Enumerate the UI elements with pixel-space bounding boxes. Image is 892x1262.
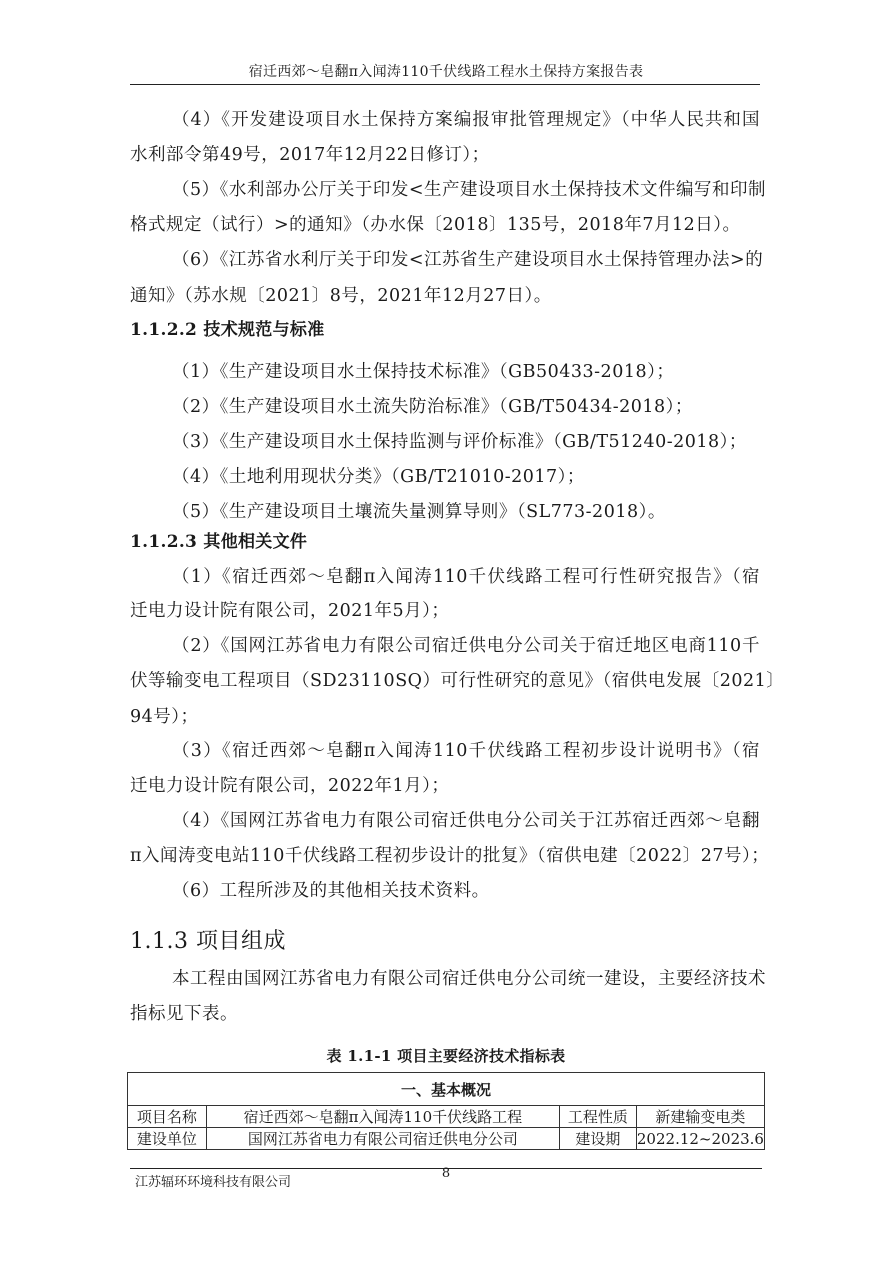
intro-line-1: 本工程由国网江苏省电力有限公司宿迁供电分公司统一建设，主要经济技术: [172, 969, 766, 989]
other-item-2-line-3: 94号）；: [130, 707, 199, 727]
table-cell: 工程性质: [559, 1106, 636, 1128]
para-5-line-1: （5）《水利部办公厅关于印发<生产建设项目水土保持技术文件编写和印制: [172, 180, 767, 200]
other-item-3-line-2: 迁电力设计院有限公司，2022年1月）；: [130, 776, 450, 796]
table-cell: 新建输变电类: [636, 1106, 764, 1128]
other-item-6: （6）工程所涉及的其他相关技术资料。: [172, 881, 490, 901]
table-cell: 2022.12~2023.6: [636, 1129, 764, 1148]
other-item-4-line-1: （4）《国网江苏省电力有限公司宿迁供电分公司关于江苏宿迁西郊～皂翻: [172, 811, 760, 831]
heading-1-1-3: 1.1.3 项目组成: [130, 929, 286, 954]
other-item-1-line-2: 迁电力设计院有限公司，2021年5月）；: [130, 601, 450, 621]
intro-line-2: 指标见下表。: [130, 1004, 238, 1024]
heading-1-1-2-3: 1.1.2.3 其他相关文件: [130, 532, 308, 552]
table-row: [128, 1106, 765, 1128]
table-section-title: 一、基本概况: [128, 1073, 765, 1106]
header-rule: [130, 84, 760, 85]
other-item-4-line-2: π入闻涛变电站110千伏线路工程初步设计的批复》（宿供电建〔2022〕27号）；: [130, 846, 770, 866]
table-cell: 建设单位: [128, 1128, 207, 1150]
footer-company: 江苏辐环环境科技有限公司: [135, 1175, 292, 1190]
para-6-line-1: （6）《江苏省水利厅关于印发<江苏省生产建设项目水土保持管理办法>的: [172, 250, 764, 270]
para-4-line-2: 水利部令第49号，2017年12月22日修订）；: [130, 145, 490, 165]
table-section-row: [128, 1073, 765, 1106]
table-cell: 国网江苏省电力有限公司宿迁供电分公司: [206, 1128, 559, 1150]
table-cell: 宿迁西郊～皂翻π入闻涛110千伏线路工程: [206, 1106, 559, 1128]
page-number: 8: [441, 1166, 451, 1181]
other-item-2-line-2: 伏等输变电工程项目（SD23110SQ）可行性研究的意见》（宿供电发展〔2021〕: [130, 671, 785, 691]
page-header-title: 宿迁西郊～皂翻π入闻涛110千伏线路工程水土保持方案报告表: [248, 64, 644, 80]
para-6-line-2: 通知》（苏水规〔2021〕8号，2021年12月27日）。: [130, 286, 552, 306]
standard-item-4: （4）《土地利用现状分类》（GB/T21010-2017）；: [172, 467, 585, 487]
para-4-line-1: （4）《开发建设项目水土保持方案编报审批管理规定》（中华人民共和国: [172, 110, 760, 130]
table-row: [128, 1128, 765, 1150]
table-caption: 表 1.1-1 项目主要经济技术指标表: [326, 1047, 566, 1065]
other-item-1-line-1: （1）《宿迁西郊～皂翻π入闻涛110千伏线路工程可行性研究报告》（宿: [172, 567, 760, 587]
table-cell: 建设期: [559, 1128, 636, 1150]
standard-item-5: （5）《生产建设项目土壤流失量测算导则》（SL773-2018）。: [172, 502, 666, 522]
standard-item-1: （1）《生产建设项目水土保持技术标准》（GB50433-2018）；: [172, 362, 675, 382]
standard-item-2: （2）《生产建设项目水土流失防治标准》（GB/T50434-2018）；: [172, 397, 693, 417]
other-item-2-line-1: （2）《国网江苏省电力有限公司宿迁供电分公司关于宿迁地区电商110千: [172, 636, 760, 656]
table-cell: 项目名称: [128, 1106, 207, 1128]
heading-1-1-2-2: 1.1.2.2 技术规范与标准: [130, 320, 325, 340]
standard-item-3: （3）《生产建设项目水土保持监测与评价标准》（GB/T51240-2018）；: [172, 432, 747, 452]
indicator-table: [127, 1072, 765, 1150]
other-item-3-line-1: （3）《宿迁西郊～皂翻π入闻涛110千伏线路工程初步设计说明书》（宿: [172, 741, 760, 761]
para-5-line-2: 格式规定（试行）>的通知》（办水保〔2018〕135号，2018年7月12日）。: [130, 215, 741, 235]
